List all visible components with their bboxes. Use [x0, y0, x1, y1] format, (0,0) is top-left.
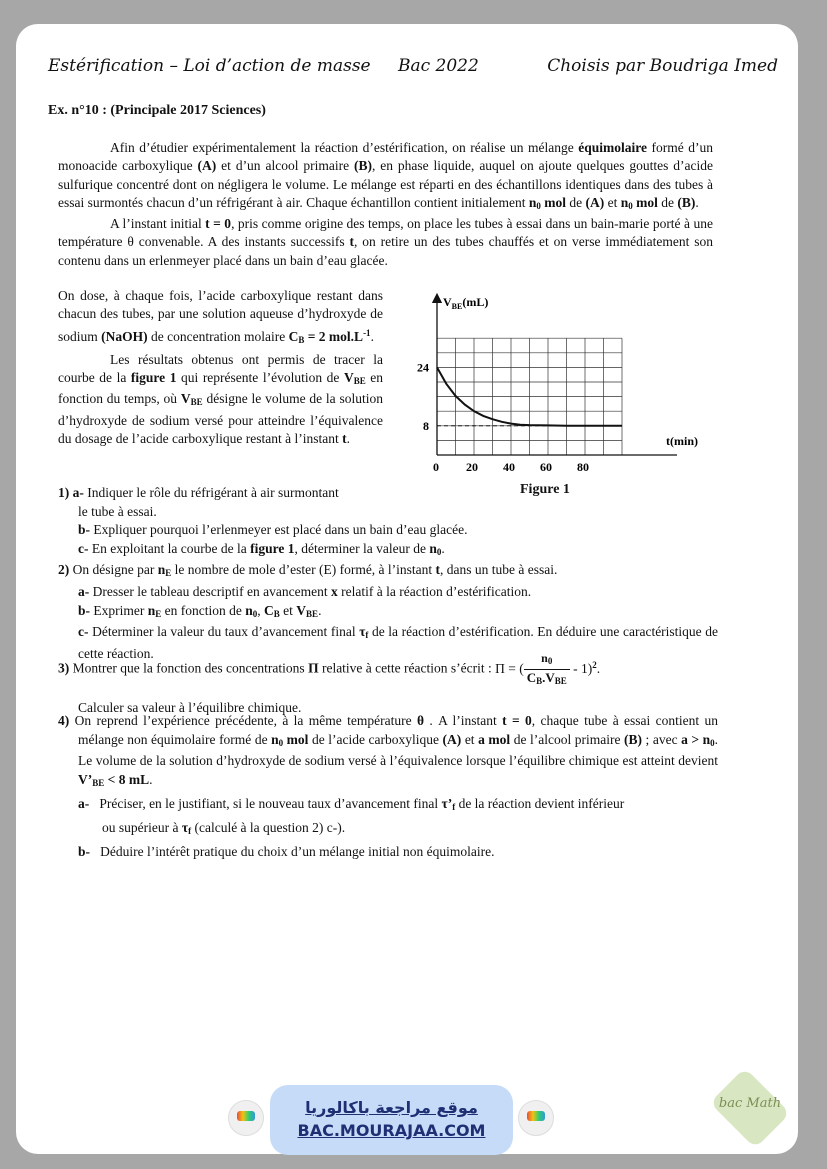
- x-tick-label: 0: [433, 460, 439, 474]
- figure-caption: Figure 1: [520, 482, 570, 497]
- y-tick-label: 8: [423, 418, 429, 433]
- bacmath-logo: bac Math: [718, 1096, 782, 1111]
- site-logo-right: [518, 1100, 554, 1136]
- chart-grid: [437, 338, 622, 455]
- header-author: Choisis par Boudriga Imed: [547, 56, 778, 76]
- question-4: 4) On reprend l’expérience précédente, à la même température θ . A l’instant t = 0, chaque tube à essai contient un mélange non équimolaire formé de $n_0$ mol de l’acide carboxylique (A) et a mol de l’alcool primaire (B) ; avec $a > n_0$. Le volume de la solution d’hydroxyde de sodium versé à l’équivalence lorsque l’équilibre chimique est atteint devient $V’_{BE} < 8$ mL. a- Préciser, en le justifiant, si le nouveau taux d’avancement final $\tau’_f$ de la réaction devient inférieur ou supérieur à $\tau_f$ (calculé à la question 2) c-). b- Déduire l’intérêt pratique du choix d’un mélange initial non équimolaire.: [58, 712, 718, 861]
- site-logo-left: [228, 1100, 264, 1136]
- question-1: 1) a- Indiquer le rôle du réfrigérant à air surmontant le tube à essai. b- Expliquer pourquoi l’erlenmeyer est placé dans un bain d’eau glacée. c- En exploitant la courbe de la figure 1, déterminer la valeur de $n_0$. 2) On désigne par $n_E$ le nombre de mole d’ester (E) formé, à l’instant t, dans un tube à essai. a- Dresser le tableau descriptif en avancement x relatif à la réaction d’estérification. b- Exprimer $n_E$ en fonction de $n_0$, $C_B$ et $V_{BE}$. c- Déterminer la valeur du taux d’avancement final $\tau_f$ de la réaction d’estérification. En déduire une caractéristique de cette réaction.: [58, 484, 718, 663]
- question-1b: b- Expliquer pourquoi l’erlenmeyer est placé dans un bain d’eau glacée.: [78, 522, 468, 538]
- y-axis-label: $V_{BE}(mL)$: [443, 295, 489, 311]
- x-axis-label: t(min): [666, 434, 698, 448]
- exercise-title: Ex. n°10 : (Principale 2017 Sciences): [48, 103, 266, 118]
- question-2b: b- Exprimer $n_E$ en fonction de $n_0$, $C_B$ et $V_{BE}$.: [78, 602, 322, 619]
- question-1a: 1) a- Indiquer le rôle du réfrigérant à air surmontant: [58, 485, 339, 500]
- paragraph-3: On dose, à chaque fois, l’acide carboxylique restant dans chacun des tubes, par une solution aqueuse d’hydroxyde de sodium (NaOH) de concentration molaire $C_B = 2$ $mol.L^{-1}$.: [58, 288, 383, 345]
- question-2c: c- Déterminer la valeur du taux d’avancement final $\tau_f$ de la réaction d’estérification. En déduire une caractéristique de cette réaction.: [78, 624, 718, 661]
- paragraph-1: Afin d’étudier expérimentalement la réaction d’estérification, on réalise un mélange équimolaire formé d’un monoacide carboxylique (A) et d’un alcool primaire (B), en phase liquide, auquel on ajoute quelques gouttes d’acide sulfurique concentré dont on négligera le volume. Le mélange est réparti en des échantillons identiques dans des tubes à essai surmontés chacun d’un réfrigérant à air. Chaque échantillon contient initialement $n_0$ mol de (A) et $n_0$ mol de (B).: [58, 140, 714, 211]
- pi-formula: Π = ( $\frac{n_0}{C_B.V_{BE}}$ - 1)$^2$.: [495, 651, 601, 686]
- site-banner-link[interactable]: [270, 1085, 513, 1155]
- x-tick-label: 20: [466, 460, 478, 474]
- page-header: [48, 56, 778, 84]
- question-2: 2) On désigne par $n_E$ le nombre de mole d’ester (E) formé, à l’instant t, dans un tube à essai.: [58, 562, 558, 579]
- intro-paragraphs: [58, 139, 713, 270]
- intro-left-column: [58, 287, 383, 448]
- x-tick-label: 40: [503, 460, 515, 474]
- question-3: 3) Montrer que la fonction des concentrations Π relative à cette réaction s’écrit : Π = ( $\frac{n_0}{C_B.V_{BE}}$ - 1)$^2$. Calculer sa valeur à l’équilibre chimique.: [58, 651, 601, 715]
- question-1c: c- En exploitant la courbe de la figure 1, déterminer la valeur de $n_0$.: [78, 540, 445, 557]
- header-exam: Bac 2022: [398, 56, 479, 76]
- question-2a: a- Dresser le tableau descriptif en avancement x relatif à la réaction d’estérification.: [78, 583, 532, 599]
- paragraph-2: A l’instant initial t = 0, pris comme origine des temps, on place les tubes à essai dans un bain-marie porté à une température θ convenable. A des instants successifs t, on retire un des tubes chauffés et on verse immédiatement son contenu dans un erlenmeyer placé dans un bain d’eau glacée.: [58, 216, 713, 268]
- header-topic: Estérification – Loi d’action de masse: [48, 56, 371, 76]
- question-4b: b- Déduire l’intérêt pratique du choix d’un mélange initial non équimolaire.: [78, 843, 495, 859]
- paragraph-4: Les résultats obtenus ont permis de tracer la courbe de la figure 1 qui représente l’évolution de $V_{BE}$ en fonction du temps, où $V_{BE}$ désigne le volume de la solution d’hydroxyde de sodium versé pour atteindre l’équivalence du dosage de l’acide carboxylique restant à l’instant t.: [58, 351, 384, 447]
- y-tick-label: 24: [417, 360, 429, 375]
- figure-1-chart: [405, 292, 715, 477]
- question-4a: a- Préciser, en le justifiant, si le nouveau taux d’avancement final $\tau’_f$ de la réaction devient inférieur: [78, 796, 625, 813]
- x-tick-label: 60: [540, 460, 552, 474]
- x-tick-label: 80: [577, 460, 589, 474]
- site-url[interactable]: BAC.MOURAJAA.COM: [297, 1121, 486, 1140]
- site-name-arabic: موقع مراجعة باكالوريا: [305, 1098, 478, 1117]
